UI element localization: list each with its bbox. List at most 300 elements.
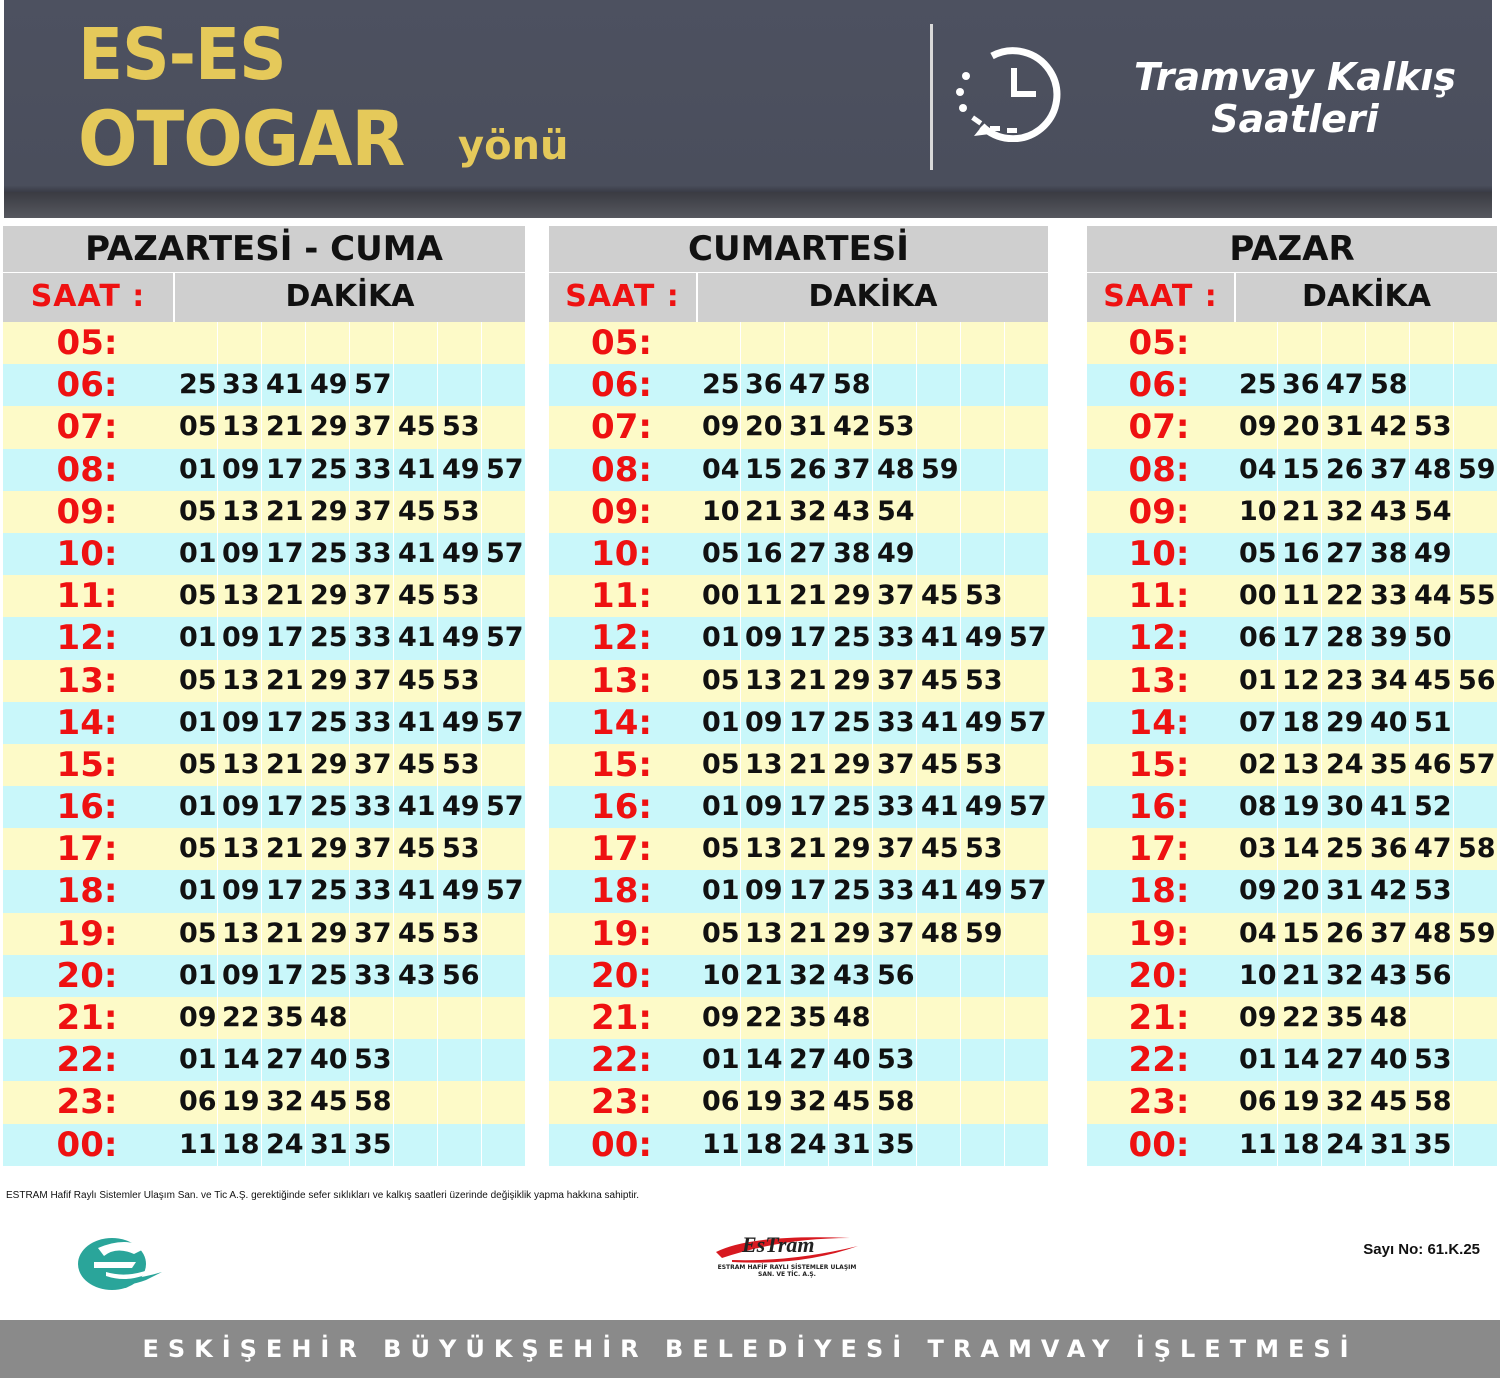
minutes-cells xyxy=(1233,744,1497,786)
minute-cell xyxy=(916,1124,960,1166)
minute-cell: 35 xyxy=(784,997,828,1039)
minute-cell: 29 xyxy=(305,406,349,448)
minute-cell: 06 xyxy=(702,1086,740,1118)
minute-cell: 49 xyxy=(437,870,481,912)
table-row xyxy=(3,617,525,659)
minutes-cells xyxy=(696,322,1048,364)
minute-cell: 56 xyxy=(872,955,916,997)
minutes-cells xyxy=(1233,575,1497,617)
hour-cell: 08: xyxy=(591,449,652,490)
clock-icon xyxy=(952,46,1082,142)
minute-cell: 29 xyxy=(828,913,872,955)
minute-cell xyxy=(828,322,872,364)
hour-cell: 11: xyxy=(591,576,652,617)
minute-cell: 26 xyxy=(784,449,828,491)
minutes-cells xyxy=(696,1124,1048,1166)
minute-cell: 35 xyxy=(349,1124,393,1166)
minute-cell: 04 xyxy=(1239,917,1277,949)
minute-cell: 33 xyxy=(349,617,393,659)
minutes-cells xyxy=(173,406,525,448)
minute-cell: 21 xyxy=(1277,491,1321,533)
minute-cell: 14 xyxy=(217,1039,261,1081)
minute-cell: 25 xyxy=(305,533,349,575)
minute-cell: 57 xyxy=(481,702,525,744)
minutes-cells xyxy=(1233,955,1497,997)
minute-cell: 20 xyxy=(740,406,784,448)
minute-cell: 53 xyxy=(960,575,1004,617)
minute-cell xyxy=(1277,322,1321,364)
minute-cell: 43 xyxy=(1365,955,1409,997)
minute-cell: 00 xyxy=(702,580,740,612)
minutes-cells xyxy=(173,786,525,828)
minute-cell: 58 xyxy=(872,1081,916,1123)
minute-cell: 09 xyxy=(217,702,261,744)
table-row xyxy=(3,449,525,491)
hour-cell: 12: xyxy=(1128,618,1190,659)
eskisehir-logo-icon xyxy=(76,1228,166,1292)
table-row xyxy=(1087,660,1497,702)
minute-cell: 41 xyxy=(916,870,960,912)
hour-cell: 14: xyxy=(591,702,652,743)
hour-cell: 07: xyxy=(591,407,652,448)
minute-cell: 49 xyxy=(305,364,349,406)
hour-cell: 09: xyxy=(591,491,652,532)
minute-cell: 25 xyxy=(179,369,217,401)
minute-cell: 05 xyxy=(179,833,217,865)
minute-cell: 17 xyxy=(261,955,305,997)
minute-cell: 45 xyxy=(393,575,437,617)
minute-cell: 33 xyxy=(349,702,393,744)
minute-cell: 21 xyxy=(261,660,305,702)
dakika-header: DAKİKA xyxy=(1236,273,1497,322)
table-row xyxy=(3,1039,525,1081)
minute-cell: 40 xyxy=(828,1039,872,1081)
minute-cell: 41 xyxy=(393,533,437,575)
minutes-cells xyxy=(173,870,525,912)
minute-cell: 01 xyxy=(702,706,740,738)
minute-cell: 01 xyxy=(179,791,217,823)
minute-cell: 41 xyxy=(916,786,960,828)
minute-cell: 29 xyxy=(305,491,349,533)
minute-cell: 01 xyxy=(179,875,217,907)
minute-cell xyxy=(305,322,349,364)
minutes-cells xyxy=(696,1081,1048,1123)
minute-cell: 24 xyxy=(1321,1124,1365,1166)
minute-cell: 19 xyxy=(1277,1081,1321,1123)
minute-cell xyxy=(1004,997,1048,1039)
minute-cell: 01 xyxy=(179,453,217,485)
minute-cell: 49 xyxy=(960,870,1004,912)
minute-cell: 09 xyxy=(217,533,261,575)
minute-cell: 57 xyxy=(481,533,525,575)
minute-cell: 33 xyxy=(349,449,393,491)
minute-cell: 32 xyxy=(1321,491,1365,533)
minutes-cells xyxy=(173,913,525,955)
minute-cell xyxy=(872,997,916,1039)
minute-cell: 19 xyxy=(740,1081,784,1123)
minute-cell: 33 xyxy=(349,533,393,575)
minute-cell xyxy=(437,1081,481,1123)
minute-cell: 22 xyxy=(217,997,261,1039)
minute-cell: 33 xyxy=(349,870,393,912)
minutes-cells xyxy=(696,1039,1048,1081)
minute-cell: 09 xyxy=(1239,1002,1277,1033)
column-headers xyxy=(3,272,525,322)
minutes-cells xyxy=(1233,702,1497,744)
minute-cell: 21 xyxy=(261,575,305,617)
hour-cell: 14: xyxy=(1128,702,1190,743)
minute-cell xyxy=(960,533,1004,575)
minute-cell xyxy=(916,1081,960,1123)
minute-cell: 47 xyxy=(1321,364,1365,406)
minute-cell: 45 xyxy=(1409,660,1453,702)
table-row xyxy=(549,617,1048,659)
bottom-banner: ESKİŞEHİR BÜYÜKŞEHİR BELEDİYESİ TRAMVAY İŞLETMESİ xyxy=(0,1320,1500,1378)
column-headers xyxy=(1087,272,1497,322)
minute-cell: 01 xyxy=(179,706,217,738)
minute-cell: 09 xyxy=(740,702,784,744)
minute-cell: 31 xyxy=(1321,870,1365,912)
minute-cell: 49 xyxy=(960,617,1004,659)
minute-cell xyxy=(1453,1039,1497,1081)
saat-header: SAAT : xyxy=(1087,273,1234,322)
minute-cell: 29 xyxy=(305,575,349,617)
minute-cell: 19 xyxy=(217,1081,261,1123)
minute-cell: 09 xyxy=(740,870,784,912)
table-row xyxy=(1087,828,1497,870)
minute-cell xyxy=(481,1081,525,1123)
minute-cell xyxy=(481,491,525,533)
minute-cell xyxy=(393,1081,437,1123)
minutes-cells xyxy=(173,364,525,406)
minute-cell: 35 xyxy=(872,1124,916,1166)
minute-cell: 18 xyxy=(1277,1124,1321,1166)
hour-cell: 06: xyxy=(1128,365,1190,406)
minute-cell xyxy=(1004,955,1048,997)
hour-cell: 06: xyxy=(591,365,652,406)
minute-cell: 09 xyxy=(1239,411,1277,443)
minute-cell: 56 xyxy=(1453,660,1497,702)
minutes-cells xyxy=(696,786,1048,828)
minute-cell xyxy=(916,406,960,448)
minutes-cells xyxy=(696,702,1048,744)
minute-cell xyxy=(349,322,393,364)
minute-cell xyxy=(481,322,525,364)
minute-cell: 37 xyxy=(349,660,393,702)
minute-cell xyxy=(437,1039,481,1081)
hour-cell: 14: xyxy=(56,702,118,743)
minute-cell xyxy=(1004,533,1048,575)
minutes-cells xyxy=(1233,364,1497,406)
table-row xyxy=(549,322,1048,364)
minute-cell: 32 xyxy=(784,1081,828,1123)
table-row xyxy=(1087,744,1497,786)
minutes-cells xyxy=(173,533,525,575)
minute-cell: 49 xyxy=(437,533,481,575)
minute-cell: 05 xyxy=(179,748,217,780)
minutes-cells xyxy=(696,617,1048,659)
minute-cell: 45 xyxy=(393,660,437,702)
minute-cell: 49 xyxy=(437,617,481,659)
hour-cell: 22: xyxy=(1128,1040,1190,1081)
minute-cell: 01 xyxy=(1239,1044,1277,1076)
minute-cell: 17 xyxy=(261,449,305,491)
minute-cell xyxy=(437,1124,481,1166)
hour-cell: 16: xyxy=(591,787,652,828)
hour-cell: 05: xyxy=(591,323,652,363)
hour-cell: 17: xyxy=(1128,829,1190,870)
minute-cell: 43 xyxy=(1365,491,1409,533)
minute-cell xyxy=(1453,702,1497,744)
minute-cell: 40 xyxy=(1365,1039,1409,1081)
day-heading: PAZARTESİ - CUMA xyxy=(3,226,525,272)
minute-cell: 53 xyxy=(437,660,481,702)
minute-cell: 35 xyxy=(1365,744,1409,786)
minute-cell xyxy=(1321,322,1365,364)
minutes-cells xyxy=(1233,870,1497,912)
minute-cell: 15 xyxy=(1277,913,1321,955)
hour-cell: 10: xyxy=(56,533,118,574)
minute-cell xyxy=(1233,322,1277,364)
minute-cell: 21 xyxy=(261,406,305,448)
minute-cell: 42 xyxy=(1365,870,1409,912)
minutes-cells xyxy=(696,364,1048,406)
minute-cell: 49 xyxy=(437,786,481,828)
minute-cell xyxy=(960,322,1004,364)
table-row xyxy=(1087,955,1497,997)
minute-cell: 09 xyxy=(179,1002,217,1033)
minute-cell: 22 xyxy=(740,997,784,1039)
minute-cell: 25 xyxy=(828,870,872,912)
minute-cell: 32 xyxy=(1321,1081,1365,1123)
saat-header: SAAT : xyxy=(549,273,696,322)
minute-cell: 12 xyxy=(1277,660,1321,702)
minute-cell: 45 xyxy=(916,828,960,870)
minute-cell: 33 xyxy=(872,702,916,744)
minute-cell: 32 xyxy=(1321,955,1365,997)
minute-cell: 35 xyxy=(1409,1124,1453,1166)
minute-cell xyxy=(393,364,437,406)
minute-cell: 45 xyxy=(916,575,960,617)
minute-cell: 31 xyxy=(828,1124,872,1166)
minute-cell: 13 xyxy=(217,660,261,702)
minute-cell: 41 xyxy=(393,449,437,491)
minute-cell: 48 xyxy=(1409,913,1453,955)
minute-cell xyxy=(1453,533,1497,575)
minute-cell: 39 xyxy=(1365,617,1409,659)
header-bottom-stripe xyxy=(4,192,1492,218)
minute-cell xyxy=(960,997,1004,1039)
minute-cell: 49 xyxy=(437,702,481,744)
minute-cell: 48 xyxy=(1365,997,1409,1039)
minute-cell xyxy=(437,322,481,364)
minute-cell: 05 xyxy=(702,917,740,949)
minute-cell: 38 xyxy=(828,533,872,575)
minute-cell xyxy=(916,491,960,533)
minute-cell: 45 xyxy=(1365,1081,1409,1123)
minute-cell: 48 xyxy=(872,449,916,491)
minute-cell: 40 xyxy=(1365,702,1409,744)
hour-cell: 21: xyxy=(591,998,652,1038)
minute-cell xyxy=(481,575,525,617)
hour-cell: 10: xyxy=(591,533,652,574)
minute-cell xyxy=(960,449,1004,491)
minute-cell: 37 xyxy=(872,575,916,617)
minute-cell: 41 xyxy=(261,364,305,406)
tram-title-line2: Saatleri xyxy=(1211,97,1379,141)
table-row xyxy=(1087,322,1497,364)
minutes-cells xyxy=(173,575,525,617)
minute-cell: 09 xyxy=(217,870,261,912)
minute-cell: 51 xyxy=(1409,702,1453,744)
minute-cell xyxy=(481,828,525,870)
minute-cell: 32 xyxy=(784,491,828,533)
minute-cell: 52 xyxy=(1409,786,1453,828)
table-row xyxy=(1087,533,1497,575)
minute-cell: 58 xyxy=(1453,828,1497,870)
minute-cell: 05 xyxy=(702,664,740,696)
minute-cell: 59 xyxy=(960,913,1004,955)
minute-cell: 28 xyxy=(1321,617,1365,659)
minute-cell: 18 xyxy=(217,1124,261,1166)
hour-cell: 07: xyxy=(1128,407,1190,448)
minute-cell: 27 xyxy=(784,1039,828,1081)
saat-header: SAAT : xyxy=(3,273,173,322)
minute-cell: 01 xyxy=(702,622,740,654)
minute-cell: 10 xyxy=(702,495,740,527)
minute-cell: 11 xyxy=(1239,1128,1277,1160)
minute-cell: 06 xyxy=(1239,622,1277,654)
minute-cell: 53 xyxy=(437,491,481,533)
minute-cell: 48 xyxy=(1409,449,1453,491)
minutes-cells xyxy=(696,913,1048,955)
minute-cell: 22 xyxy=(1277,997,1321,1039)
minute-cell: 26 xyxy=(1321,913,1365,955)
minute-cell: 17 xyxy=(261,617,305,659)
minute-cell: 37 xyxy=(872,660,916,702)
minutes-cells xyxy=(696,955,1048,997)
minute-cell xyxy=(960,406,1004,448)
minute-cell: 57 xyxy=(1004,617,1048,659)
minute-cell: 02 xyxy=(1239,748,1277,780)
minute-cell: 37 xyxy=(872,828,916,870)
minute-cell xyxy=(481,1124,525,1166)
minute-cell: 13 xyxy=(217,744,261,786)
minute-cell: 30 xyxy=(1321,786,1365,828)
minute-cell xyxy=(960,1124,1004,1166)
hour-cell: 17: xyxy=(591,829,652,870)
hour-cell: 18: xyxy=(56,871,118,912)
minutes-cells xyxy=(173,1124,525,1166)
minutes-cells xyxy=(696,491,1048,533)
minute-cell: 16 xyxy=(740,533,784,575)
table-row xyxy=(3,406,525,448)
table-row xyxy=(1087,1081,1497,1123)
minute-cell xyxy=(1409,322,1453,364)
minute-cell: 13 xyxy=(740,913,784,955)
minute-cell: 58 xyxy=(1409,1081,1453,1123)
minute-cell: 09 xyxy=(217,955,261,997)
minute-cell: 53 xyxy=(960,744,1004,786)
minute-cell: 14 xyxy=(740,1039,784,1081)
minute-cell: 25 xyxy=(305,955,349,997)
minute-cell xyxy=(916,955,960,997)
minute-cell: 09 xyxy=(217,449,261,491)
weekday-schedule xyxy=(3,226,525,1166)
table-row xyxy=(549,406,1048,448)
minutes-cells xyxy=(696,997,1048,1039)
minute-cell: 29 xyxy=(828,828,872,870)
minute-cell: 41 xyxy=(393,702,437,744)
minute-cell: 57 xyxy=(481,617,525,659)
minute-cell xyxy=(1004,575,1048,617)
minute-cell xyxy=(872,364,916,406)
hour-cell: 22: xyxy=(56,1040,118,1081)
minute-cell: 53 xyxy=(437,828,481,870)
minutes-cells xyxy=(696,870,1048,912)
hour-cell: 10: xyxy=(1128,533,1190,574)
minute-cell: 23 xyxy=(1321,660,1365,702)
minute-cell: 43 xyxy=(828,491,872,533)
direction-label: yönü xyxy=(458,123,569,169)
minute-cell: 11 xyxy=(702,1128,740,1160)
minute-cell: 45 xyxy=(393,913,437,955)
minute-cell: 21 xyxy=(784,660,828,702)
table-row xyxy=(3,322,525,364)
hour-cell: 19: xyxy=(591,913,652,954)
table-row xyxy=(549,870,1048,912)
minute-cell: 37 xyxy=(872,913,916,955)
dakika-header: DAKİKA xyxy=(698,273,1048,322)
minute-cell: 57 xyxy=(481,449,525,491)
hour-cell: 21: xyxy=(56,998,118,1038)
minute-cell: 03 xyxy=(1239,833,1277,865)
minute-cell: 45 xyxy=(393,406,437,448)
column-headers xyxy=(549,272,1048,322)
minute-cell: 57 xyxy=(481,786,525,828)
minute-cell: 42 xyxy=(1365,406,1409,448)
estram-wordmark: EsTram xyxy=(742,1232,815,1257)
minutes-cells xyxy=(173,1039,525,1081)
table-row xyxy=(3,1081,525,1123)
table-row xyxy=(1087,1039,1497,1081)
table-row xyxy=(3,786,525,828)
minute-cell xyxy=(1453,955,1497,997)
issue-number: Sayı No: 61.K.25 xyxy=(1363,1241,1480,1258)
table-row xyxy=(3,660,525,702)
hour-cell: 12: xyxy=(591,618,652,659)
minutes-cells xyxy=(173,744,525,786)
minute-cell: 17 xyxy=(261,702,305,744)
table-row xyxy=(1087,870,1497,912)
minutes-cells xyxy=(696,744,1048,786)
minute-cell: 49 xyxy=(437,449,481,491)
minute-cell xyxy=(960,364,1004,406)
minute-cell: 33 xyxy=(872,870,916,912)
minute-cell xyxy=(872,322,916,364)
minute-cell xyxy=(1453,406,1497,448)
minute-cell: 17 xyxy=(261,786,305,828)
minute-cell xyxy=(1004,744,1048,786)
minute-cell: 31 xyxy=(1365,1124,1409,1166)
minute-cell: 25 xyxy=(305,870,349,912)
minute-cell: 37 xyxy=(349,828,393,870)
minutes-cells xyxy=(173,660,525,702)
hour-cell: 08: xyxy=(1128,449,1190,490)
minute-cell: 57 xyxy=(1453,744,1497,786)
day-heading: CUMARTESİ xyxy=(549,226,1048,272)
hour-cell: 17: xyxy=(56,829,118,870)
